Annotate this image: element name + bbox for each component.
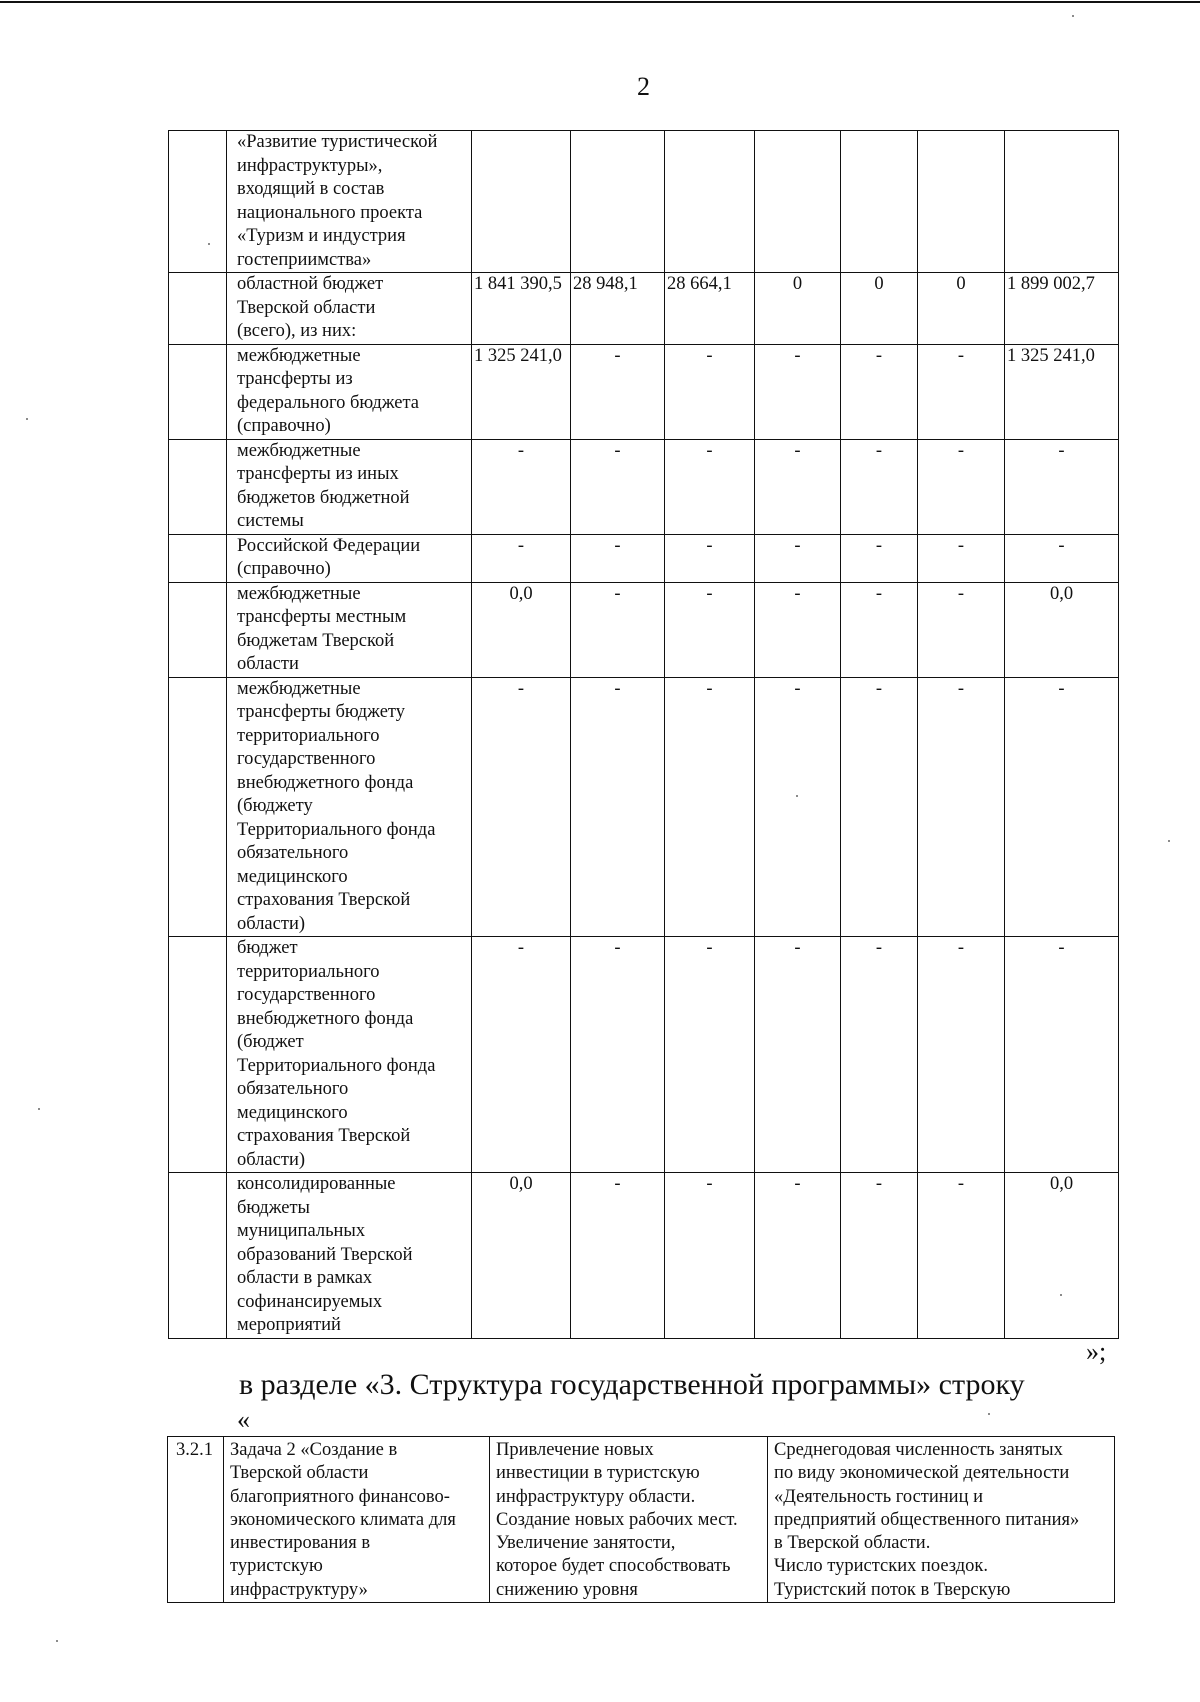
- value-cell: -: [841, 439, 918, 534]
- value-cell: 0,0: [1005, 582, 1119, 677]
- value-cell: [918, 131, 1005, 273]
- row-label: бюджет территориального государственного внебюджетного фонда (бюджет Территориального фонда обязательного медицинского страхования Тверской области): [227, 937, 472, 1173]
- value-cell: -: [665, 534, 755, 582]
- value-cell: -: [755, 344, 841, 439]
- value-cell: -: [918, 534, 1005, 582]
- value-cell: 0,0: [472, 1173, 571, 1339]
- value-cell: -: [665, 582, 755, 677]
- value-cell: [472, 131, 571, 273]
- row-number-cell: [169, 273, 227, 345]
- value-cell: -: [755, 677, 841, 937]
- scan-speck: [796, 795, 798, 797]
- value-cell: -: [1005, 439, 1119, 534]
- scan-speck: [1060, 1294, 1062, 1296]
- scan-speck: [56, 1640, 58, 1642]
- closing-quote: »;: [1086, 1337, 1107, 1366]
- value-cell: -: [841, 582, 918, 677]
- value-cell: -: [571, 439, 665, 534]
- value-cell: -: [841, 937, 918, 1173]
- row-number-cell: [169, 1173, 227, 1339]
- value-cell: -: [1005, 937, 1119, 1173]
- budget-table: [168, 130, 1119, 1339]
- budget-row: [169, 1173, 1119, 1339]
- row-label: межбюджетные трансферты местным бюджетам Тверской области: [227, 582, 472, 677]
- structure-row: [168, 1437, 1115, 1603]
- value-cell: [1005, 131, 1119, 273]
- scan-top-edge-line: [0, 1, 1200, 3]
- scan-speck: [988, 1413, 990, 1415]
- value-cell: -: [1005, 534, 1119, 582]
- value-cell: -: [918, 1173, 1005, 1339]
- value-cell: -: [571, 582, 665, 677]
- value-cell: -: [1005, 677, 1119, 937]
- value-cell: 0: [755, 273, 841, 345]
- row-label: консолидированные бюджеты муниципальных образований Тверской области в рамках софинансируемых мероприятий: [227, 1173, 472, 1339]
- row-label: межбюджетные трансферты бюджету территориального государственного внебюджетного фонда (бюджету Территориального фонда обязательного медицинского страхования Тверской области): [227, 677, 472, 937]
- opening-quote: «: [237, 1405, 250, 1434]
- value-cell: -: [665, 677, 755, 937]
- value-cell: -: [571, 534, 665, 582]
- budget-row: [169, 439, 1119, 534]
- value-cell: -: [755, 937, 841, 1173]
- value-cell: -: [755, 534, 841, 582]
- value-cell: -: [841, 677, 918, 937]
- value-cell: -: [665, 344, 755, 439]
- row-number-cell: [169, 344, 227, 439]
- budget-row: [169, 677, 1119, 937]
- value-cell: 0: [918, 273, 1005, 345]
- value-cell: [665, 131, 755, 273]
- page-number: 2: [637, 72, 650, 101]
- value-cell: -: [472, 534, 571, 582]
- value-cell: -: [571, 677, 665, 937]
- value-cell: -: [755, 582, 841, 677]
- structure-code-cell: 3.2.1: [168, 1437, 224, 1603]
- value-cell: -: [472, 937, 571, 1173]
- scan-speck: [1072, 15, 1074, 17]
- budget-row: [169, 131, 1119, 273]
- row-number-cell: [169, 439, 227, 534]
- scan-speck: [38, 1108, 40, 1110]
- budget-row: [169, 582, 1119, 677]
- row-number-cell: [169, 131, 227, 273]
- structure-table: [167, 1436, 1115, 1603]
- value-cell: -: [918, 582, 1005, 677]
- budget-row: [169, 937, 1119, 1173]
- value-cell: -: [665, 1173, 755, 1339]
- value-cell: 1 841 390,5: [472, 273, 571, 345]
- value-cell: 0,0: [472, 582, 571, 677]
- row-number-cell: [169, 937, 227, 1173]
- value-cell: -: [755, 439, 841, 534]
- row-number-cell: [169, 677, 227, 937]
- value-cell: [571, 131, 665, 273]
- value-cell: -: [571, 1173, 665, 1339]
- structure-indicators-cell: Среднегодовая численность занятых по виду экономической деятельности «Деятельность гостиниц и предприятий общественного питания» в Тверской области. Число туристских поездок. Туристский поток в Тверскую: [768, 1437, 1115, 1603]
- row-label: областной бюджет Тверской области (всего), из них:: [227, 273, 472, 345]
- value-cell: -: [918, 439, 1005, 534]
- value-cell: 1 899 002,7: [1005, 273, 1119, 345]
- row-label: межбюджетные трансферты из федерального бюджета (справочно): [227, 344, 472, 439]
- row-number-cell: [169, 582, 227, 677]
- value-cell: -: [571, 937, 665, 1173]
- value-cell: -: [472, 439, 571, 534]
- row-label: «Развитие туристической инфраструктуры», входящий в состав национального проекта «Туризм и индустрия гостеприимства»: [227, 131, 472, 273]
- value-cell: 0: [841, 273, 918, 345]
- value-cell: 1 325 241,0: [1005, 344, 1119, 439]
- value-cell: 28 948,1: [571, 273, 665, 345]
- value-cell: 28 664,1: [665, 273, 755, 345]
- value-cell: -: [665, 439, 755, 534]
- value-cell: -: [472, 677, 571, 937]
- scan-speck: [26, 418, 28, 420]
- row-label: межбюджетные трансферты из иных бюджетов бюджетной системы: [227, 439, 472, 534]
- value-cell: [841, 131, 918, 273]
- structure-effects-cell: Привлечение новых инвестиции в туристскую инфраструктуру области. Создание новых рабочих мест. Увеличение занятости, которое будет способствовать снижению уровня: [490, 1437, 768, 1603]
- value-cell: -: [665, 937, 755, 1173]
- value-cell: -: [841, 1173, 918, 1339]
- value-cell: 1 325 241,0: [472, 344, 571, 439]
- budget-row: [169, 534, 1119, 582]
- value-cell: -: [841, 344, 918, 439]
- value-cell: -: [841, 534, 918, 582]
- scan-speck: [208, 243, 210, 245]
- budget-row: [169, 344, 1119, 439]
- value-cell: 0,0: [1005, 1173, 1119, 1339]
- row-number-cell: [169, 534, 227, 582]
- value-cell: -: [571, 344, 665, 439]
- value-cell: -: [918, 344, 1005, 439]
- section-heading: в разделе «3. Структура государственной программы» строку: [239, 1368, 1025, 1401]
- budget-row: [169, 273, 1119, 345]
- value-cell: [755, 131, 841, 273]
- value-cell: -: [918, 937, 1005, 1173]
- row-label: Российской Федерации (справочно): [227, 534, 472, 582]
- scan-speck: [1168, 840, 1170, 842]
- value-cell: -: [755, 1173, 841, 1339]
- structure-task-cell: Задача 2 «Создание в Тверской области благоприятного финансово- экономического климата для инвестирования в туристскую инфраструктуру»: [224, 1437, 490, 1603]
- value-cell: -: [918, 677, 1005, 937]
